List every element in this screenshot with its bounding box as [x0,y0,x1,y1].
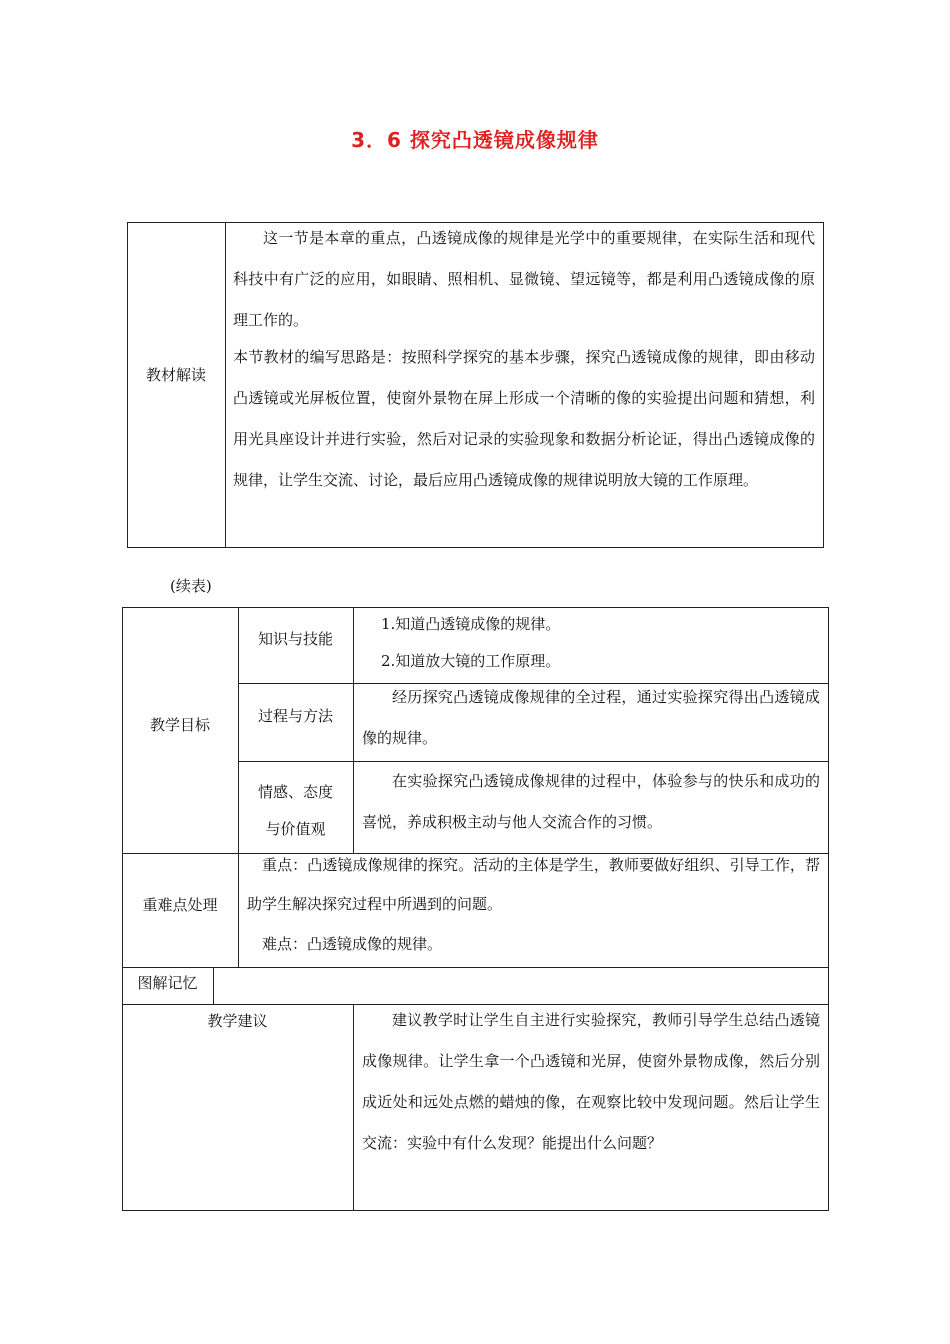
emotion-attitude-label-1: 情感、态度 [257,783,333,801]
continued-caption: (续表) [170,577,212,595]
col-divider [238,853,239,967]
key-difficulty-label: 重难点处理 [142,896,218,914]
knowledge-item-1: 1.知道凸透镜成像的规律。 [381,615,561,633]
col-divider [353,607,354,853]
knowledge-skills-label: 知识与技能 [257,630,333,648]
teaching-suggestion-text: 建议教学时让学生自主进行实验探究，教师引导学生总结凸透镜成像规律。让学生拿一个凸透镜和光屏，使窗外景物成像，然后分别成近处和远处点燃的蜡烛的像，在观察比较中发现问题。然后让学生交流：实验中有什么发现？能提出什么问题？ [362,1011,820,1152]
teaching-goals-label: 教学目标 [149,716,210,734]
col-divider [353,1004,354,1211]
key-point-text: 重点：凸透镜成像规律的探究。活动的主体是学生，教师要做好组织、引导工作，帮助学生解决探究过程中所遇到的问题。 [247,856,820,913]
table-divider [225,222,226,548]
emotion-attitude-label-2: 与价值观 [265,820,326,838]
textbook-analysis-para-1: 这一节是本章的重点，凸透镜成像的规律是光学中的重要规律，在实际生活和现代科技中有广泛的应用，如眼睛、照相机、显微镜、望远镜等，都是利用凸透镜成像的原理工作的。 [233,229,815,329]
knowledge-item-2: 2.知道放大镜的工作原理。 [381,652,561,670]
process-method-label: 过程与方法 [257,707,333,725]
col-divider [213,967,214,1004]
row-divider [122,967,829,968]
hard-point-text: 难点：凸透镜成像的规律。 [262,935,443,953]
page-title: 3．6 探究凸透镜成像规律 [351,128,599,152]
illustrated-memory-label: 图解记忆 [137,974,198,992]
teaching-suggestion-label: 教学建议 [207,1012,268,1030]
process-method-text: 经历探究凸透镜成像规律的全过程，通过实验探究得出凸透镜成像的规律。 [362,688,820,747]
textbook-analysis-para-2: 本节教材的编写思路是：按照科学探究的基本步骤，探究凸透镜成像的规律，即由移动凸透镜或光屏板位置，使窗外景物在屏上形成一个清晰的像的实验提出问题和猜想，利用光具座设计并进行实验，然后对记录的实验现象和数据分析论证，得出凸透镜成像的规律，让学生交流、讨论，最后应用凸透镜成像的规律说明放大镜的工作原理。 [233,348,815,489]
emotion-attitude-text: 在实验探究凸透镜成像规律的过程中，体验参与的快乐和成功的喜悦，养成积极主动与他人交流合作的习惯。 [362,772,820,831]
textbook-analysis-label: 教材解读 [145,366,206,384]
